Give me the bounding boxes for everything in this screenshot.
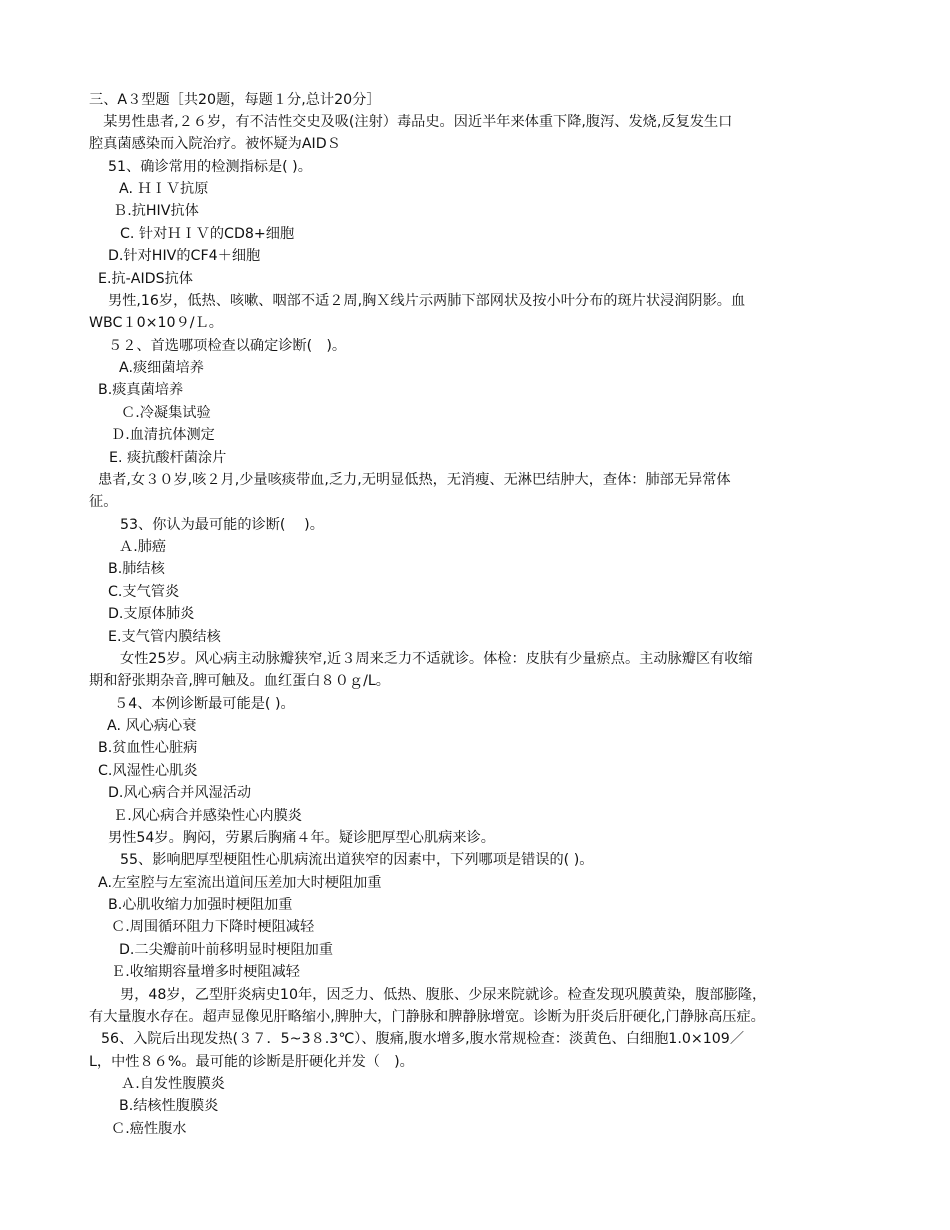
case-stem-line: 男性,16岁，低热、咳嗽、咽部不适２周,胸Ｘ线片示两肺下部网状及按小叶分布的斑片状浸润阴影。血 xyxy=(108,293,746,309)
case-stem-line: 女性25岁。风心病主动脉瓣狭窄,近３周来乏力不适就诊。体检：皮肤有少量瘀点。主动脉瓣区有收缩 xyxy=(120,651,753,667)
case-stem-line: WBC１0×10９/Ｌ。 xyxy=(89,315,223,331)
case-stem-line: 腔真菌感染而入院治疗。被怀疑为AIDＳ xyxy=(89,136,341,152)
option-a: A. 风心病心衰 xyxy=(107,718,197,734)
case-stem-line: 男，48岁，乙型肝炎病史10年，因乏力、低热、腹胀、少尿来院就诊。检查发现巩膜黄染，腹部膨隆， xyxy=(120,987,767,1003)
option-a: A.痰细菌培养 xyxy=(119,360,204,376)
option-c: C.支气管炎 xyxy=(108,584,180,600)
question-56: 56、入院后出现发热(３７．5~3８.3℃）、腹痛,腹水增多,腹水常规检查：淡黄色、白细胞1.0×109／ xyxy=(101,1031,745,1047)
option-b: B.心肌收缩力加强时梗阻加重 xyxy=(108,897,293,913)
option-b: B.肺结核 xyxy=(108,561,165,577)
option-b: B.贫血性心脏病 xyxy=(98,740,198,756)
option-c: Ｃ.癌性腹水 xyxy=(111,1121,187,1137)
option-a: A.左室腔与左室流出道间压差加大时梗阻加重 xyxy=(98,875,382,891)
question-54: ５4、本例诊断最可能是( )。 xyxy=(114,696,295,712)
option-c: C.风湿性心肌炎 xyxy=(98,763,198,779)
case-stem-line: 期和舒张期杂音,脾可触及。血红蛋白８０ｇ/L。 xyxy=(89,673,390,689)
option-e: E.支气管内膜结核 xyxy=(108,629,221,645)
question-55: 55、影响肥厚型梗阻性心肌病流出道狭窄的因素中，下列哪项是错误的( )。 xyxy=(120,852,594,868)
option-e: E. 痰抗酸杆菌涂片 xyxy=(109,450,227,466)
option-d: D.风心病合并风湿活动 xyxy=(108,785,252,801)
option-c: Ｃ.冷凝集试验 xyxy=(121,405,211,421)
question-52: ５２、首选哪项检查以确定诊断( )。 xyxy=(108,338,347,354)
case-stem-line: 男性54岁。胸闷，劳累后胸痛４年。疑诊肥厚型心肌病来诊。 xyxy=(108,830,495,846)
option-a: Ａ.自发性腹膜炎 xyxy=(121,1076,225,1092)
option-e: E.抗-AIDS抗体 xyxy=(98,271,193,287)
option-a: Ａ.肺癌 xyxy=(119,539,167,555)
case-stem-line: 征。 xyxy=(89,494,118,510)
option-d: D.针对HIV的CF4＋细胞 xyxy=(108,248,261,264)
section-header: 三、A３型题［共20题，每题１分,总计20分］ xyxy=(89,92,381,108)
option-b: B.结核性腹膜炎 xyxy=(119,1098,219,1114)
option-b: B.痰真菌培养 xyxy=(98,382,184,398)
case-stem-line: 有大量腹水存在。超声显像见肝略缩小,脾肿大，门静脉和脾静脉增宽。诊断为肝炎后肝硬化,门静脉高压症。 xyxy=(89,1009,765,1025)
option-d: D.二尖瓣前叶前移明显时梗阻加重 xyxy=(119,942,334,958)
option-c: C. 针对ＨＩＶ的CD8+细胞 xyxy=(120,226,295,242)
option-e: Ｅ.风心病合并感染性心内膜炎 xyxy=(113,808,302,824)
option-c: Ｃ.周围循环阻力下降时梗阻减轻 xyxy=(111,919,315,935)
option-d: D.支原体肺炎 xyxy=(108,606,195,622)
option-e: Ｅ.收缩期容量增多时梗阻减轻 xyxy=(111,964,300,980)
question-53: 53、你认为最可能的诊断( )。 xyxy=(120,517,324,533)
question-51: 51、确诊常用的检测指标是( )。 xyxy=(108,159,312,175)
option-b: Ｂ.抗HIV抗体 xyxy=(113,203,199,219)
question-56-continued: L，中性８６%。最可能的诊断是肝硬化并发（ )。 xyxy=(89,1054,414,1070)
case-stem-line: 某男性患者,２６岁，有不洁性交史及吸(注射）毒品史。因近半年来体重下降,腹泻、发烧,反复发生口 xyxy=(89,114,733,130)
case-stem-line: 患者,女３０岁,咳２月,少量咳痰带血,乏力,无明显低热，无消瘦、无淋巴结肿大，查体：肺部无异常体 xyxy=(98,472,731,488)
option-a: A. ＨＩＶ抗原 xyxy=(119,181,209,197)
option-d: Ｄ.血清抗体测定 xyxy=(111,427,215,443)
